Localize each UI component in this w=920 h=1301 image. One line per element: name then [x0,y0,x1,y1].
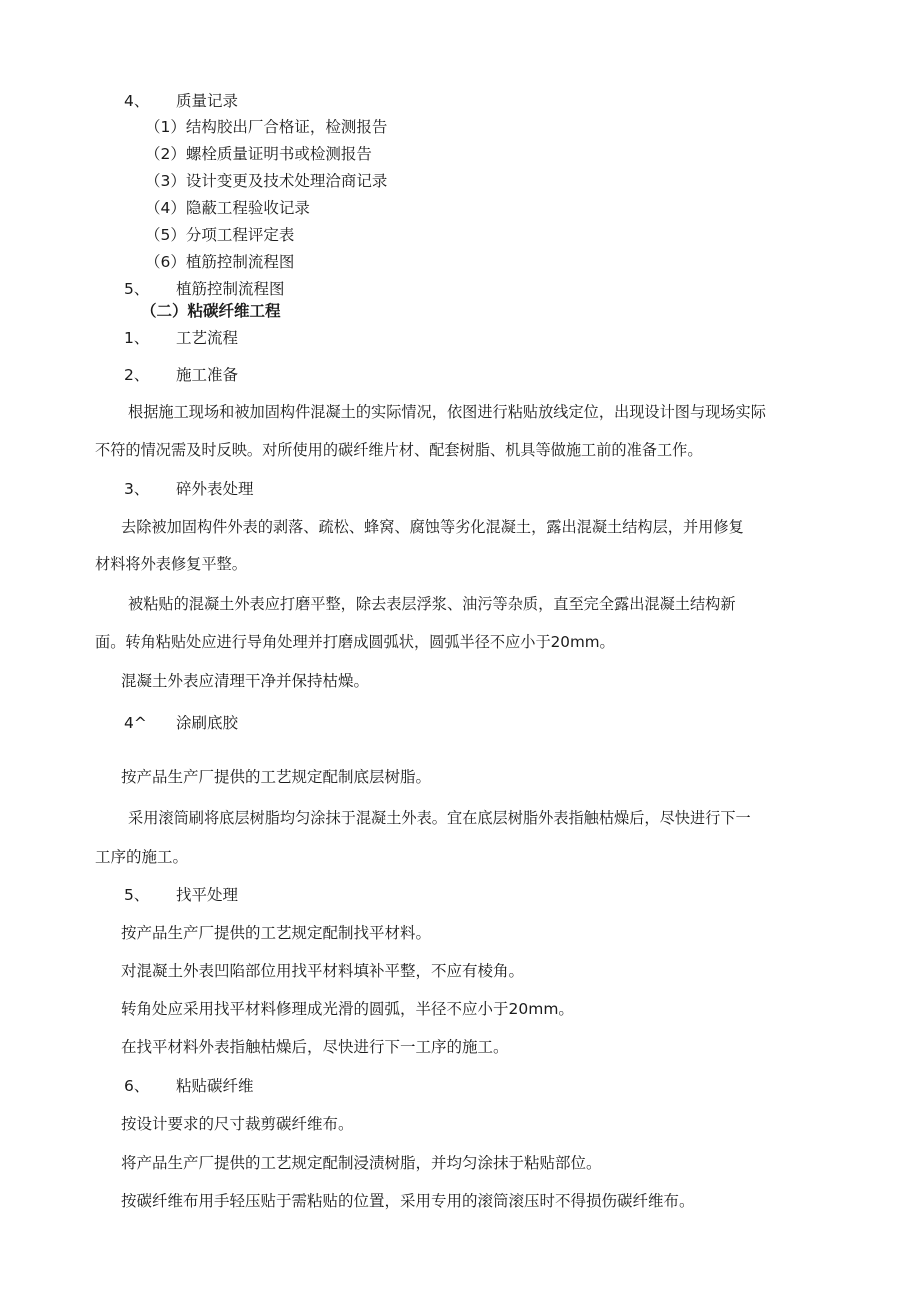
s4-paragraph-line: 按产品生产厂提供的工艺规定配制底层树脂。 [121,768,432,786]
s3-paragraph-line: 混凝土外表应清理干净并保持枯燥。 [121,672,370,690]
s3-paragraph-line: 去除被加固构件外表的剥落、疏松、蜂窝、腐蚀等劣化混凝土，露出混凝土结构层，并用修复 [121,518,744,536]
s3-paragraph-line: 面。转角粘贴处应进行导角处理并打磨成圆弧状，圆弧半径不应小于20mm。 [95,633,615,651]
quality-item: （6）植筋控制流程图 [145,253,295,271]
s6-paragraph-line: 将产品生产厂提供的工艺规定配制浸渍树脂，并均匀涂抹于粘贴部位。 [121,1154,602,1172]
s6-number: 6、 [124,1077,150,1095]
s6-title: 粘贴碳纤维 [176,1077,254,1095]
quality-item: （5）分项工程评定表 [145,226,295,244]
s5-paragraph-line: 按产品生产厂提供的工艺规定配制找平材料。 [121,924,432,942]
s5-paragraph-line: 对混凝土外表凹陷部位用找平材料填补平整，不应有棱角。 [121,962,525,980]
flow-chart-title: 植筋控制流程图 [176,280,285,298]
quality-item: （4）隐蔽工程验收记录 [145,199,310,217]
quality-number: 4、 [124,92,150,110]
s3-paragraph-line: 被粘贴的混凝土外表应打磨平整，除去表层浮浆、油污等杂质，直至完全露出混凝土结构新 [128,595,736,613]
s5-number: 5、 [124,886,150,904]
s3-paragraph-line: 材料将外表修复平整。 [95,555,247,573]
s4-number: 4^ [124,714,147,732]
quality-title: 质量记录 [176,92,239,110]
s6-paragraph-line: 按碳纤维布用手轻压贴于需粘贴的位置，采用专用的滚筒滚压时不得损伤碳纤维布。 [121,1192,695,1210]
s4-paragraph-line: 工序的施工。 [95,848,189,866]
s1-number: 1、 [124,329,150,347]
s6-paragraph-line: 按设计要求的尺寸裁剪碳纤维布。 [121,1115,354,1133]
quality-item: （3）设计变更及技术处理洽商记录 [145,172,388,190]
s3-number: 3、 [124,480,150,498]
s3-title: 碎外表处理 [176,480,254,498]
s4-paragraph-line: 采用滚筒刷将底层树脂均匀涂抹于混凝土外表。宜在底层树脂外表指触枯燥后，尽快进行下一 [128,809,751,827]
s2-number: 2、 [124,366,150,384]
s5-paragraph-line: 在找平材料外表指触枯燥后，尽快进行下一工序的施工。 [121,1038,509,1056]
s2-title: 施工准备 [176,366,239,384]
quality-item: （2）螺栓质量证明书或检测报告 [145,145,372,163]
s2-paragraph-line: 不符的情况需及时反映。对所使用的碳纤维片材、配套树脂、机具等做施工前的准备工作。 [95,441,703,459]
s5-title: 找平处理 [176,886,239,904]
s5-paragraph-line: 转角处应采用找平材料修理成光滑的圆弧，半径不应小于20mm。 [121,1000,574,1018]
flow-chart-number: 5、 [124,280,150,298]
section2-heading: （二）粘碳纤维工程 [141,302,281,320]
quality-item: （1）结构胶出厂合格证，检测报告 [145,118,388,136]
s1-title: 工艺流程 [176,329,239,347]
s4-title: 涂刷底胶 [176,714,239,732]
s2-paragraph-line: 根据施工现场和被加固构件混凝土的实际情况，依图进行粘贴放线定位，出现设计图与现场实际 [128,403,766,421]
